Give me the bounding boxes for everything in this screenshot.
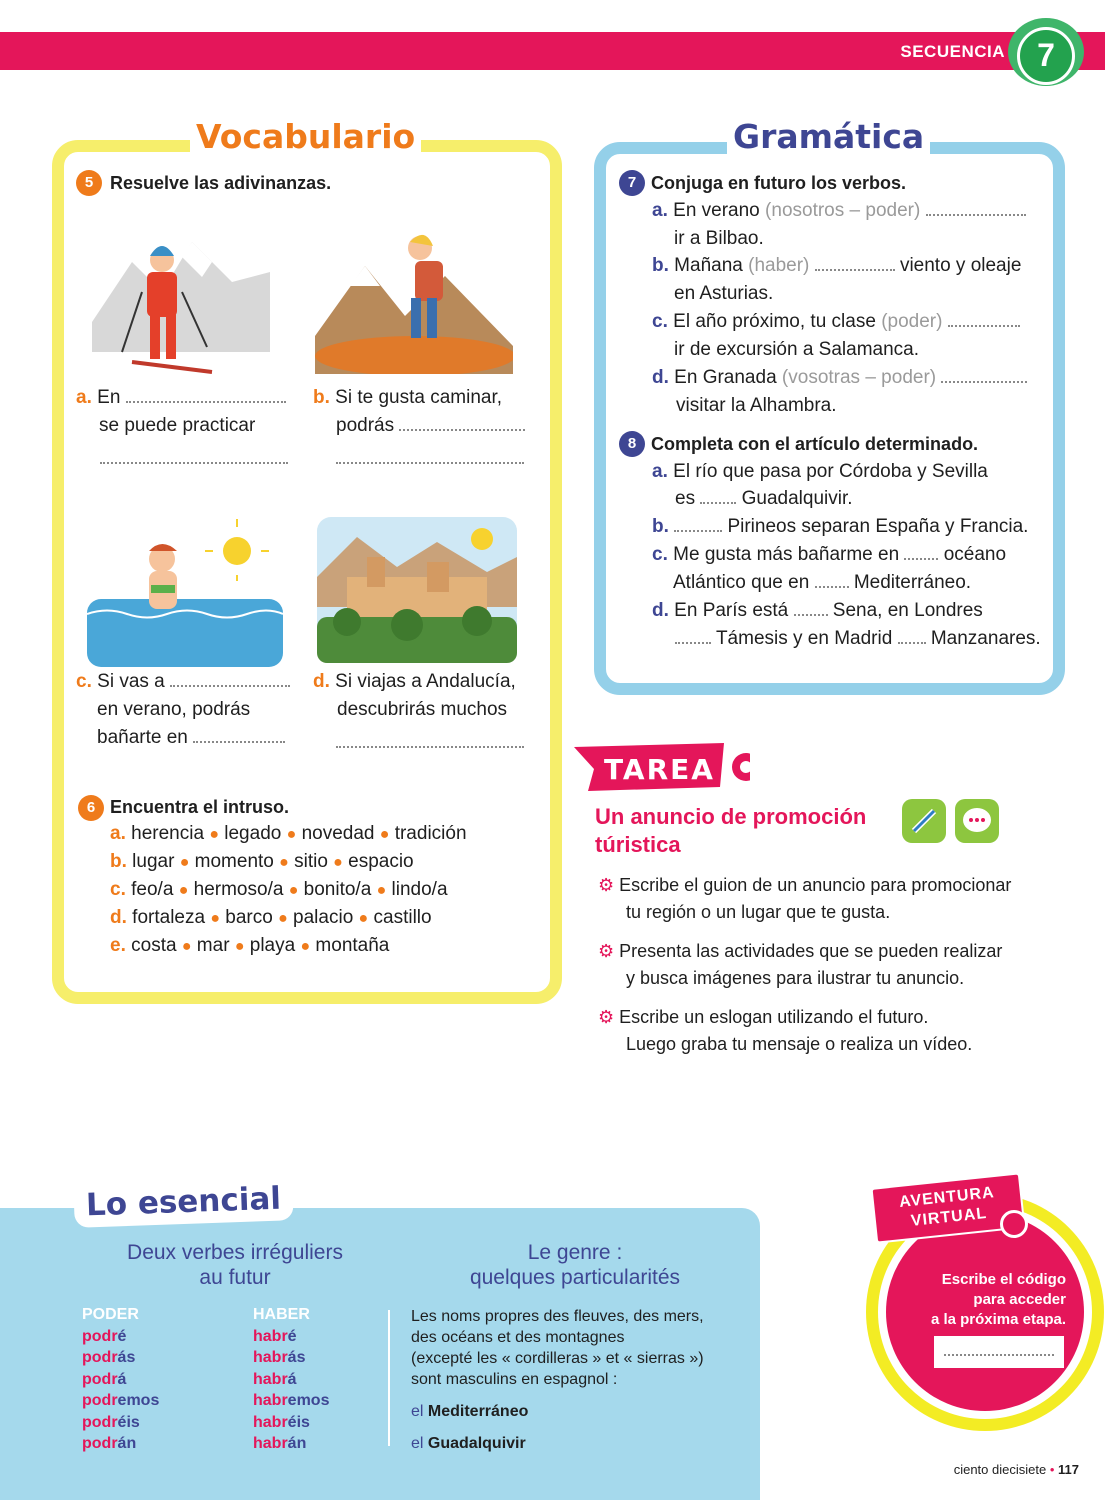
verb-hint: (nosotros – poder) [765,200,921,221]
ending: é [117,1328,127,1345]
stem: podr [82,1349,118,1367]
conj-a [652,197,1026,225]
riddle-b-letter: b. [313,387,330,408]
answer-blank[interactable] [926,198,1026,216]
article-d [652,597,983,625]
item-letter: c. [652,544,668,565]
item-letter: d. [652,367,669,388]
gender-example-1 [411,1401,528,1422]
riddle-c [76,668,290,696]
word[interactable]: palacio [293,907,354,928]
rule-line: Les noms propres des fleuves, des mers, [411,1308,704,1325]
answer-blank[interactable] [904,542,938,560]
word[interactable]: bonito/a [303,879,372,900]
bullet: ● [210,910,220,927]
item-text: Atlántico que en [673,572,810,593]
stem: podr [82,1328,118,1345]
stem: habr [253,1435,288,1453]
intruder-row-b [110,848,414,877]
skier-illustration [92,222,270,382]
bullet: ● [288,882,299,899]
answer-blank[interactable] [674,514,722,532]
word[interactable]: lugar [132,851,175,872]
answer-blank[interactable] [794,598,828,616]
exercise-8-title: Completa con el artículo determinado. [651,434,979,454]
tarea-item-text: Presenta las actividades que se pueden realizar [619,941,1003,961]
row-letter: e. [110,935,126,956]
exercise-7-number: 7 [619,170,645,196]
ending: án [287,1435,307,1453]
word[interactable]: montaña [315,935,390,956]
item-text: Mediterráneo. [853,572,972,593]
pencil-icon[interactable] [902,799,946,843]
word[interactable]: sitio [294,851,328,872]
answer-blank[interactable] [336,450,524,464]
noun: Mediterráneo [427,1403,529,1420]
conj-form [82,1412,159,1433]
conj-form [253,1433,329,1454]
item-text: Mañana [674,255,743,276]
item-text: En verano [673,200,760,221]
stem: habr [253,1349,288,1367]
article-d-line-2 [675,625,1041,653]
word[interactable]: castillo [373,907,432,928]
stem: habr [253,1413,288,1431]
essential-divider [388,1310,390,1446]
conj-a-text-2: ir a Bilbao. [674,228,764,249]
code-input[interactable] [934,1336,1064,1368]
item-text: En Granada [674,367,777,388]
ending: éis [117,1413,140,1431]
instruction-line: Escribe el código [941,1271,1066,1288]
bullet: ● [178,882,189,899]
row-letter: c. [110,879,126,900]
bullet: ● [376,882,387,899]
riddle-d-text-2: descubrirás muchos [337,699,508,720]
code-blank [944,1354,1054,1356]
instruction-line: a la próxima etapa. [930,1311,1066,1328]
answer-blank[interactable] [170,669,290,687]
haber-conjugation [253,1326,329,1454]
conj-b [652,252,1021,280]
footer-bullet: • [1049,1462,1055,1477]
conj-b-text-3: en Asturias. [674,283,774,304]
banner-line: VIRTUAL [910,1205,988,1230]
gear-bullet-icon: ⚙ [598,941,615,961]
banner-line: AVENTURA [898,1184,996,1212]
ending: é [287,1328,297,1345]
item-letter: a. [652,200,668,221]
stem: habr [253,1392,288,1410]
item-letter: b. [652,255,669,276]
word[interactable]: novedad [301,823,375,844]
riddle-a [76,384,286,412]
answer-blank[interactable] [336,734,524,748]
exercise-6-title: Encuentra el intruso. [110,797,290,817]
riddle-c-text-1: Si vas a [97,671,165,692]
gender-rule [411,1306,751,1390]
conj-form [253,1390,329,1411]
intruder-row-c [110,876,448,905]
conj-form [253,1369,329,1390]
conj-form [82,1433,159,1454]
item-text: Manzanares. [930,628,1041,649]
intruder-row-e [110,932,389,961]
ending: éis [287,1413,310,1431]
tarea-title-line-2: túristica [595,832,681,857]
bullet: ● [300,938,311,955]
page-footer [954,1462,1079,1477]
poder-label: PODER [82,1306,139,1323]
swimmer-illustration [87,519,283,667]
word[interactable]: lindo/a [391,879,448,900]
answer-blank[interactable] [193,725,285,743]
answer-blank[interactable] [815,570,849,588]
exercise-5-title: Resuelve las adivinanzas. [110,173,332,193]
riddle-b-line-2 [336,412,525,440]
bullet: ● [379,826,390,843]
ending: ás [117,1349,136,1367]
bullet: ● [234,938,245,955]
row-letter: d. [110,907,127,928]
grammar-title: Gramática [727,117,930,156]
tarea-item-text: Luego graba tu mensaje o realiza un vídeo. [626,1034,973,1054]
word[interactable]: legado [224,823,282,844]
bullet: ● [179,854,190,871]
word[interactable]: momento [194,851,274,872]
article-a-line-2 [675,485,853,513]
heading-line: Deux verbes irréguliers [127,1241,343,1264]
gear-bullet-icon: ⚙ [598,1007,615,1027]
riddle-b-text-1: Si te gusta caminar, [335,387,503,408]
conj-d-text-2: visitar la Alhambra. [676,395,837,416]
word[interactable]: barco [225,907,273,928]
tarea-item-1 [598,872,1068,926]
stem: podr [82,1370,118,1388]
answer-blank[interactable] [399,413,525,431]
haber-label: HABER [253,1306,310,1323]
article-a [652,458,988,486]
word[interactable]: fortaleza [132,907,206,928]
verb-hint: (haber) [748,255,810,276]
riddle-c-text-3: bañarte en [97,727,188,748]
tarea-banner-text: TAREA [604,753,715,786]
conj-form [253,1326,329,1347]
answer-blank[interactable] [700,486,736,504]
bullet: ● [286,826,297,843]
item-text: El año próximo, tu clase [673,311,876,332]
word[interactable]: hermoso/a [193,879,284,900]
aventura-instructions [896,1270,1066,1330]
article-c [652,541,1006,569]
bullet: ● [181,938,192,955]
hiker-illustration [315,226,513,374]
bullet: ● [209,826,219,843]
tarea-item-2 [598,938,1068,992]
page-number-words: ciento diecisiete [953,1462,1047,1477]
ending: á [117,1370,127,1388]
exercise-5-number: 5 [76,170,102,196]
item-text: Guadalquivir. [741,488,853,509]
answer-blank[interactable] [815,253,895,271]
item-text: El río que pasa por Córdoba y Sevilla [673,461,988,482]
riddle-d-letter: d. [313,671,330,692]
ending: án [117,1435,137,1453]
ending: emos [287,1392,330,1410]
conj-form [82,1390,159,1411]
answer-blank[interactable] [898,626,926,644]
item-text: Támesis y en Madrid [715,628,893,649]
answer-blank[interactable] [941,365,1027,383]
riddle-c-text-2: en verano, podrás [97,699,251,720]
essential-title: Lo esencial [73,1176,293,1228]
ending: emos [117,1392,160,1410]
item-text: es [675,488,696,509]
item-text: viento y oleaje [899,255,1022,276]
alhambra-illustration [317,517,517,663]
rule-line: (excepté les « cordilleras » et « sierras ») [411,1350,704,1367]
conj-form [253,1347,329,1368]
answer-blank[interactable] [100,450,288,464]
rule-line: des océans et des montagnes [411,1329,625,1346]
conj-form [82,1347,159,1368]
riddle-b-text-2: podrás [336,415,395,436]
tarea-item-text: Escribe el guion de un anuncio para promocionar [619,875,1012,895]
item-text: Sena, en Londres [832,600,983,621]
word[interactable]: herencia [131,823,205,844]
gear-bullet-icon: ⚙ [598,875,615,895]
tarea-item-text: tu región o un lugar que te gusta. [626,902,891,922]
riddle-a-text-1: En [97,387,121,408]
ending: ás [287,1349,306,1367]
sequence-number: 7 [1017,27,1075,85]
instruction-line: para acceder [973,1291,1066,1308]
conj-form [253,1412,329,1433]
item-text: En París está [674,600,789,621]
vocab-title: Vocabulario [190,117,421,156]
conj-d [652,364,1027,392]
word[interactable]: costa [131,935,177,956]
tarea-title [595,803,895,859]
riddle-d-text-1: Si viajas a Andalucía, [335,671,516,692]
row-letter: b. [110,851,127,872]
gender-example-2 [411,1433,526,1454]
conj-c [652,308,1020,336]
tarea-item-text: y busca imágenes para ilustrar tu anuncio. [626,968,965,988]
bullet: ● [279,854,289,871]
row-letter: a. [110,823,126,844]
riddle-a-letter: a. [76,387,92,408]
intruder-row-d [110,904,432,933]
sequence-label: SECUENCIA [900,42,1005,61]
page-number: 117 [1058,1462,1079,1477]
heading-line: au futur [199,1266,271,1289]
item-text: Me gusta más bañarme en [673,544,900,565]
speech-bubble-icon[interactable] [955,799,999,843]
word[interactable]: feo/a [131,879,174,900]
exercise-6-number: 6 [78,795,104,821]
item-letter: d. [652,600,669,621]
stem: habr [253,1370,288,1388]
item-letter: c. [652,311,668,332]
word[interactable]: espacio [348,851,414,872]
riddle-c-line-3 [97,724,285,752]
ending: á [287,1370,297,1388]
bullet: ● [278,910,288,927]
tarea-title-line-1: Un anuncio de promoción [595,804,867,829]
item-text: Pirineos separan España y Francia. [727,516,1029,537]
riddle-b [313,384,502,412]
verb-hint: (vosotras – poder) [781,367,937,388]
item-text: océano [943,544,1007,565]
bullet: ● [333,854,343,871]
item-letter: b. [652,516,669,537]
answer-blank[interactable] [675,626,711,644]
stem: habr [253,1328,288,1345]
pointer-hand-icon [1000,1210,1028,1238]
stem: podr [82,1392,118,1410]
word[interactable]: mar [196,935,230,956]
conj-form [82,1326,159,1347]
poder-conjugation [82,1326,159,1454]
exercise-7-title: Conjuga en futuro los verbos. [651,173,907,193]
conj-c-text-2: ir de excursión a Salamanca. [674,339,920,360]
exercise-8-number: 8 [619,431,645,457]
item-letter: a. [652,461,668,482]
conj-form [82,1369,159,1390]
stem: podr [82,1435,118,1453]
stem: podr [82,1413,118,1431]
essential-col1-heading [100,1240,370,1290]
article: el [411,1435,424,1452]
intruder-row-a [110,820,467,849]
rule-line: sont masculins en espagnol : [411,1371,618,1388]
heading-line: quelques particularités [469,1266,681,1289]
riddle-d [313,668,516,696]
essential-col2-heading [430,1240,720,1290]
heading-line: Le genre : [527,1241,623,1264]
tarea-banner [574,743,750,791]
gear-icon [732,753,750,781]
word[interactable]: playa [249,935,296,956]
tarea-item-3 [598,1004,1068,1058]
bullet: ● [358,910,369,927]
verb-hint: (poder) [881,311,943,332]
riddle-c-letter: c. [76,671,92,692]
noun: Guadalquivir [427,1435,526,1452]
answer-blank[interactable] [948,309,1020,327]
riddle-a-text-2: se puede practicar [99,415,256,436]
article-b [652,513,1028,541]
article-c-line-2 [673,569,971,597]
answer-blank[interactable] [126,385,286,403]
word[interactable]: tradición [394,823,467,844]
tarea-item-text: Escribe un eslogan utilizando el futuro. [619,1007,929,1027]
article: el [411,1403,424,1420]
